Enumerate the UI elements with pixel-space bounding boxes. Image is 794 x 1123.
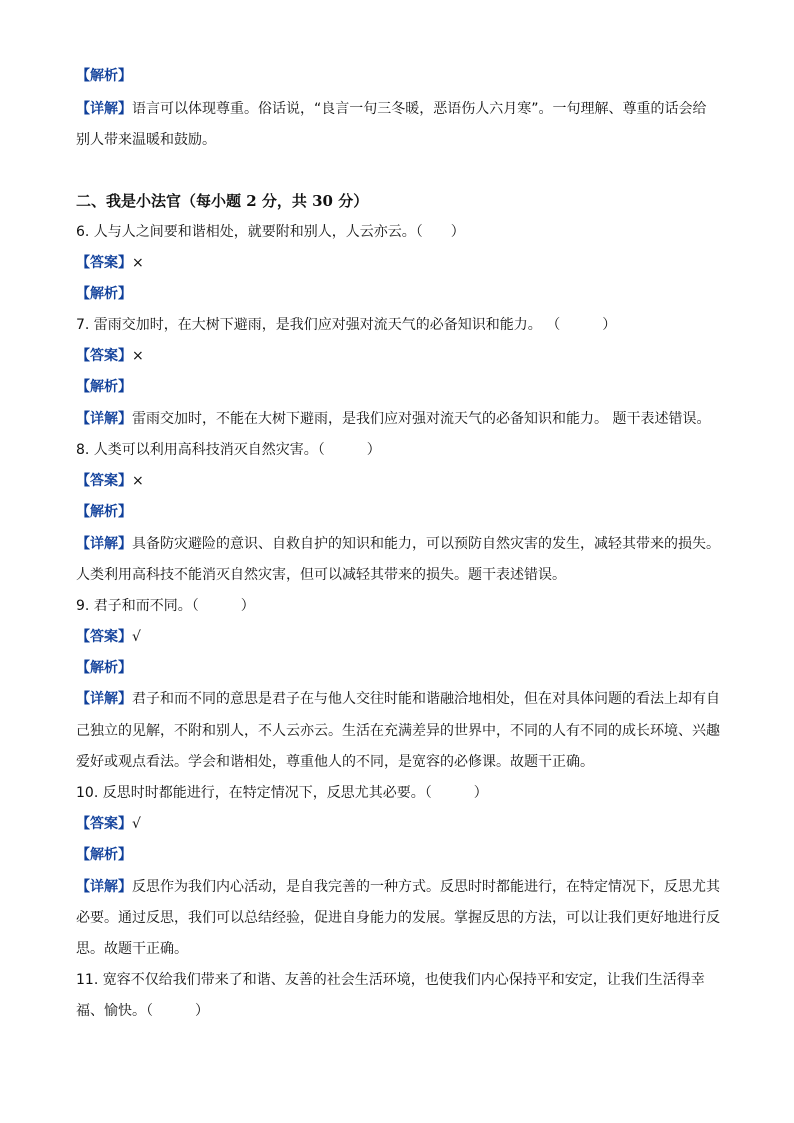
- detail-label: 【详解】: [76, 536, 132, 552]
- q5-detail-cont-line: [76, 130, 716, 150]
- q5-detail-text: 语言可以体现尊重。俗话说，“良言一句三冬暖，恶语伤人六月寒”。一句理解、尊重的话会给: [132, 101, 707, 117]
- q11-question: 11. 宽容不仅给我们带来了和谐、友善的社会生活环境，也使我们内心保持平和安定，让我们生活得幸: [76, 972, 705, 988]
- q10-detail-cont2-line: [76, 939, 716, 959]
- answer-label: 【答案】: [76, 816, 132, 832]
- q5-detail-line: [76, 99, 716, 119]
- analysis-label: 【解析】: [76, 660, 132, 676]
- q10-detail-cont1-line: [76, 908, 720, 928]
- q9-detail-cont2-text: 爱好或观点看法。学会和谐相处，尊重他人的不同，是宽容的必修课。故题干正确。: [76, 754, 594, 770]
- q8-analysis-line: [76, 502, 716, 522]
- q10-detail-text: 反思作为我们内心活动，是自我完善的一种方式。反思时时都能进行，在特定情况下，反思尤其: [132, 879, 720, 895]
- q6-analysis-line: [76, 284, 716, 304]
- analysis-label: 【解析】: [76, 847, 132, 863]
- q9-answer-mark: √: [132, 629, 141, 645]
- q8-answer-line: [76, 471, 716, 491]
- q9-detail-cont1-line: [76, 721, 720, 741]
- q9-detail-cont1-text: 己独立的见解，不附和别人，不人云亦云。生活在充满差异的世界中，不同的人有不同的成长环境、兴趣: [76, 723, 720, 739]
- q7-question: 7. 雷雨交加时，在大树下避雨，是我们应对强对流天气的必备知识和能力。 （ ）: [76, 317, 617, 333]
- detail-label: 【详解】: [76, 101, 132, 117]
- q8-detail-cont-line: [76, 565, 716, 585]
- q7-detail-line: [76, 409, 716, 429]
- q8-answer-mark: ×: [132, 473, 144, 489]
- q6-answer-line: [76, 253, 716, 273]
- q9-detail-cont2-line: [76, 752, 716, 772]
- q8-detail-cont-text: 人类利用高科技不能消灭自然灾害，但可以减轻其带来的损失。题干表述错误。: [76, 567, 566, 583]
- q5-analysis-line: [76, 66, 716, 86]
- detail-label: 【详解】: [76, 411, 132, 427]
- detail-label: 【详解】: [76, 879, 132, 895]
- q10-question: 10. 反思时时都能进行，在特定情况下，反思尤其必要。（ ）: [76, 785, 488, 801]
- analysis-label: 【解析】: [76, 286, 132, 302]
- q10-analysis-line: [76, 845, 716, 865]
- q5-detail-cont-text: 别人带来温暖和鼓励。: [76, 132, 216, 148]
- section-title: 二、我是小法官（每小题 2 分，共 30 分）: [76, 192, 369, 210]
- answer-label: 【答案】: [76, 255, 132, 271]
- q7-answer-line: [76, 346, 716, 366]
- detail-label: 【详解】: [76, 691, 132, 707]
- analysis-label: 【解析】: [76, 504, 132, 520]
- q9-detail-text: 君子和而不同的意思是君子在与他人交往时能和谐融洽地相处，但在对具体问题的看法上却有自: [132, 691, 720, 707]
- analysis-label: 【解析】: [76, 68, 132, 84]
- q9-answer-line: [76, 627, 716, 647]
- q11-question-cont: 福、愉快。（ ）: [76, 1003, 209, 1019]
- q8-detail-text: 具备防灾避险的意识、自救自护的知识和能力，可以预防自然灾害的发生，减轻其带来的损失。: [132, 536, 720, 552]
- q8-detail-line: [76, 534, 720, 554]
- q7-detail-text: 雷雨交加时，不能在大树下避雨，是我们应对强对流天气的必备知识和能力。 题干表述错误。: [132, 411, 711, 427]
- q9-analysis-line: [76, 658, 716, 678]
- q10-detail-cont2-text: 思。故题干正确。: [76, 941, 188, 957]
- answer-label: 【答案】: [76, 348, 132, 364]
- q7-analysis-line: [76, 377, 716, 397]
- q9-question: 9. 君子和而不同。（ ）: [76, 598, 255, 614]
- q7-answer-mark: ×: [132, 348, 144, 364]
- q10-answer-line: [76, 814, 716, 834]
- q10-detail-line: [76, 877, 720, 897]
- q10-answer-mark: √: [132, 816, 141, 832]
- answer-label: 【答案】: [76, 629, 132, 645]
- analysis-label: 【解析】: [76, 379, 132, 395]
- q10-detail-cont1-text: 必要。通过反思，我们可以总结经验，促进自身能力的发展。掌握反思的方法，可以让我们更好地进行反: [76, 910, 720, 926]
- q9-detail-line: [76, 689, 720, 709]
- answer-label: 【答案】: [76, 473, 132, 489]
- q6-answer-mark: ×: [132, 255, 144, 271]
- q6-question: 6. 人与人之间要和谐相处，就要附和别人，人云亦云。（ ）: [76, 224, 465, 240]
- q8-question: 8. 人类可以利用高科技消灭自然灾害。（ ）: [76, 442, 381, 458]
